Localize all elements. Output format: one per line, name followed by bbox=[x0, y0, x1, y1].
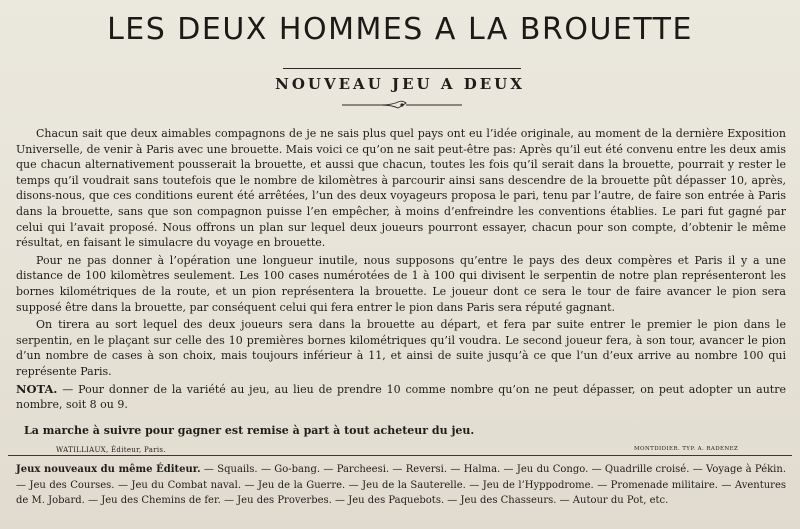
nota-text: — Pour donner de la variété au jeu, au lieu de prendre 10 comme nombre qu’on ne peut dépasser, on peut adopter un autre nombre, soit 8 ou 9. bbox=[16, 382, 786, 412]
nota-label: NOTA. bbox=[16, 381, 58, 396]
section-divider bbox=[8, 455, 792, 456]
printer-imprint: MONTDIDIER. TYP. A. RADENEZ bbox=[634, 446, 739, 452]
paragraph: Pour ne pas donner à l’opération une longueur inutile, nous supposons qu’entre le pays des deux compères et Paris il y a une distance de 100 kilomètres seulement. Les 100 cases numérotées de 1 à 100 qui divisent le serpentin de notre plan représenteront les bornes kilométriques de la route, et un pion représentera la brouette. Le joueur dont ce sera le tour de faire avancer le pion sera supposé être dans la brouette, par conséquent celui qui fera entrer le pion dans Paris sera réputé gagnant. bbox=[16, 253, 786, 314]
nota-paragraph bbox=[16, 382, 786, 413]
rules-text bbox=[16, 126, 786, 415]
page-subtitle: NOUVEAU JEU A DEUX bbox=[275, 75, 525, 93]
ornament-divider bbox=[340, 100, 464, 110]
paragraph: Chacun sait que deux aimables compagnons de je ne sais plus quel pays ont eu l’idée originale, au moment de la dernière Exposition Universelle, de venir à Paris avec une brouette. Mais voici ce qu’on ne sait peut-être pas: Après qu’il eut été convenu entre les deux amis que chacun alternativement pousserait la brouette, et aussi que chacun, toutes les fois qu’il serait dans la brouette, pourrait y rester le temps qu’il voudrait sans toutefois que le nombre de kilomètres à parcourir ainsi sans descendre de la brouette pût dépasser 10, après, disons-nous, que ces conditions eurent été arrêtées, l’un des deux voyageurs proposa le pari, tenu par l’autre, de faire son entrée à Paris dans la brouette, sans que son compagnon puisse l’en empêcher, à moins d’enfreindre les conventions établies. Le pari fut gagné par celui qui l’avait proposé. Nous offrons un plan sur lequel deux joueurs pourront essayer, chacun pour son compte, d’obtenir le même résultat, en faisant le simulacre du voyage en brouette. bbox=[16, 127, 786, 250]
catalog-text: — Squails. — Go-bang. — Parcheesi. — Reversi. — Halma. — Jeu du Congo. — Quadrille croisé. — Voyage à Pékin. — Jeu des Courses. — Jeu du Combat naval. — Jeu de la Guerre. — Jeu de la Sauterelle. — Jeu de l’Hyppodrome. — Promenade militaire. — Aventures de M. Jobard. — Jeu des Chemins de fer. — Jeu des Proverbes. — Jeu des Paquebots. — Jeu des Chasseurs. — Autour du Pot, etc. bbox=[16, 464, 786, 506]
title-rule bbox=[283, 68, 521, 69]
page-title: LES DEUX HOMMES A LA BROUETTE bbox=[107, 12, 693, 47]
instructions-note: La marche à suivre pour gagner est remise à part à tout acheteur du jeu. bbox=[24, 424, 475, 437]
paragraph: On tirera au sort lequel des deux joueurs sera dans la brouette au départ, et fera par suite entrer le premier le pion dans le serpentin, en le plaçant sur celle des 10 premières bornes kilométriques qu’il voudra. Le second joueur fera, à son tour, avancer le pion d’un nombre de cases à son choix, mais toujours inférieur à 11, et ainsi de suite jusqu’à ce que l’un d’eux arrive au nombre 100 qui représente Paris. bbox=[16, 318, 786, 378]
catalog-lead: Jeux nouveaux du même Éditeur. bbox=[16, 464, 201, 475]
publisher-imprint: WATILLIAUX, Éditeur, Paris. bbox=[56, 446, 166, 454]
catalog-list bbox=[16, 462, 786, 509]
